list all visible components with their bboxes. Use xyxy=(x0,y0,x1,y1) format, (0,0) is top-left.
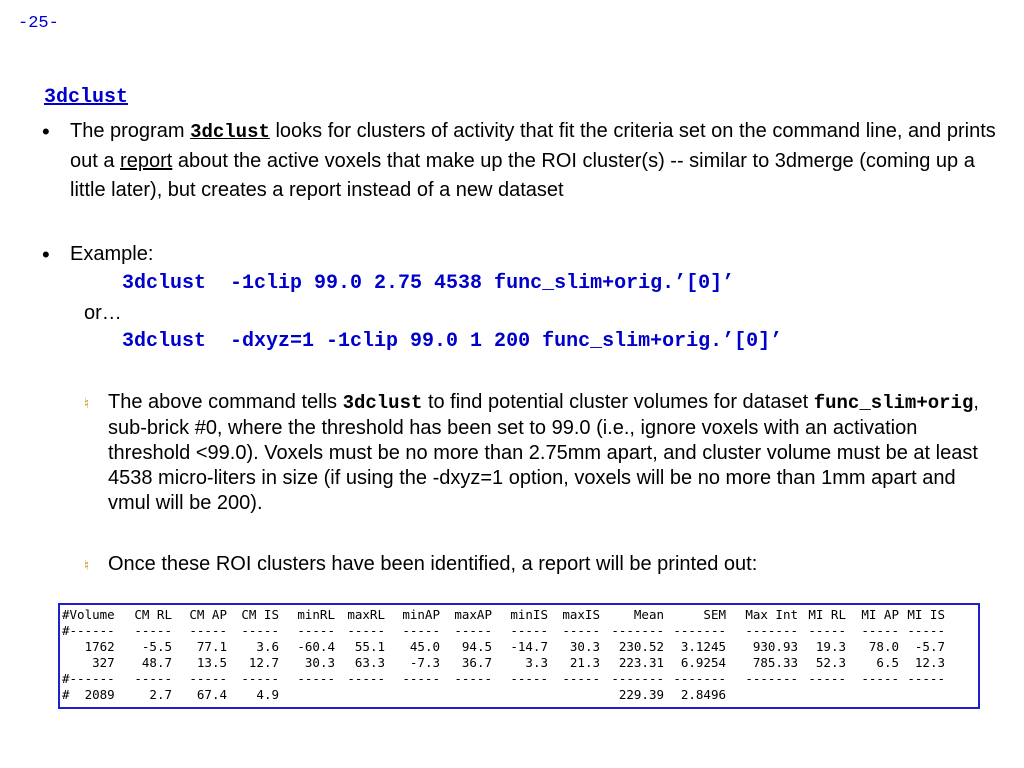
sub-bullet-explanation xyxy=(84,390,988,516)
section-title: 3dclust xyxy=(44,86,129,109)
report-cell: 1762 xyxy=(62,639,115,654)
report-cell: 230.52 xyxy=(618,639,664,654)
bullet2-label: Example: xyxy=(70,243,154,265)
sub1-text-1: The above command tells xyxy=(108,391,343,413)
sub1-text-3: , sub-brick #0, where the threshold has been set to 99.0 (i.e., ignore voxels with an activation threshold <99.0). Voxels must be no more than 2.75mm apart, and cluster volume must be at least 4538 micro-liters in size (if using the -dxyz=1 option, voxels will be no more than 1mm apart and vmul will be 200). xyxy=(108,391,979,514)
report-cell: CM RL xyxy=(134,607,172,622)
report-cell: 36.7 xyxy=(461,655,492,670)
report-cell: ----- xyxy=(454,623,492,638)
report-cell: #------ xyxy=(62,623,115,638)
report-cell: 3.6 xyxy=(256,639,279,654)
report-cell: #------ xyxy=(62,671,115,686)
sub2-text: Once these ROI clusters have been identified, a report will be printed out: xyxy=(108,553,758,575)
report-cell: 12.7 xyxy=(248,655,279,670)
report-cell: 229.39 xyxy=(618,687,664,702)
example-command-1: 3dclust -1clip 99.0 2.75 4538 func_slim+orig.’[0]’ xyxy=(122,272,735,295)
report-cell xyxy=(798,687,846,703)
report-cell: ----- xyxy=(562,623,600,638)
report-cell: MI AP xyxy=(861,607,899,622)
report-cell xyxy=(899,687,945,703)
bullet1-text-1: The program xyxy=(70,120,191,142)
report-cell: ----- xyxy=(347,623,385,638)
page-number: -25- xyxy=(18,14,59,33)
report-data-row xyxy=(62,655,945,671)
report-cell: MI IS xyxy=(907,607,945,622)
report-cell: minAP xyxy=(402,607,440,622)
report-cell: MI RL xyxy=(808,607,846,622)
report-cell: 2.7 xyxy=(149,687,172,702)
report-cell: 327 xyxy=(62,655,115,670)
sub-bullet-icon: ♮ xyxy=(84,557,90,573)
report-cell: SEM xyxy=(703,607,726,622)
report-cell: 785.33 xyxy=(752,655,798,670)
report-cell: 6.5 xyxy=(876,655,899,670)
report-cell: 77.1 xyxy=(196,639,227,654)
report-cell: ----- xyxy=(808,671,846,686)
report-cell: 55.1 xyxy=(354,639,385,654)
report-cell: 930.93 xyxy=(752,639,798,654)
report-cell: 45.0 xyxy=(409,639,440,654)
report-cell: 63.3 xyxy=(354,655,385,670)
report-cell xyxy=(548,687,600,703)
report-cell xyxy=(440,687,492,703)
report-data-row xyxy=(62,639,945,655)
report-cell: ------- xyxy=(611,623,664,638)
report-cell: minRL xyxy=(297,607,335,622)
report-cell: 52.3 xyxy=(815,655,846,670)
report-cell: 21.3 xyxy=(569,655,600,670)
report-cell: ----- xyxy=(297,671,335,686)
report-cell: ------- xyxy=(745,623,798,638)
example-command-2: 3dclust -dxyz=1 -1clip 99.0 1 200 func_slim+orig.’[0]’ xyxy=(122,330,783,353)
report-cell: ----- xyxy=(402,623,440,638)
report-total-row xyxy=(62,687,945,703)
report-separator-row xyxy=(62,623,945,639)
report-cell: ----- xyxy=(510,623,548,638)
report-cell xyxy=(492,687,548,703)
sub1-dataset: func_slim+orig xyxy=(813,392,974,414)
sub-bullet-report xyxy=(84,552,988,577)
sub-bullet-icon: ♮ xyxy=(84,395,90,411)
sub1-text-2: to find potential cluster volumes for dataset xyxy=(422,391,814,413)
report-cell: 2.8496 xyxy=(680,687,726,702)
report-cell: 67.4 xyxy=(196,687,227,702)
report-cell: -5.5 xyxy=(141,639,172,654)
bullet1-command: 3dclust xyxy=(190,121,270,143)
report-cell: maxRL xyxy=(347,607,385,622)
report-separator-row xyxy=(62,671,945,687)
report-cell: -5.7 xyxy=(914,639,945,654)
report-output-box xyxy=(58,603,980,709)
report-cell xyxy=(335,687,385,703)
report-cell: maxAP xyxy=(454,607,492,622)
bullet-dot-icon: • xyxy=(42,119,50,144)
report-cell: ----- xyxy=(189,623,227,638)
report-cell: ----- xyxy=(510,671,548,686)
report-cell: 6.9254 xyxy=(680,655,726,670)
report-cell: 19.3 xyxy=(815,639,846,654)
report-cell: ----- xyxy=(297,623,335,638)
report-cell: 94.5 xyxy=(461,639,492,654)
report-cell: ----- xyxy=(454,671,492,686)
report-cell: 3.3 xyxy=(525,655,548,670)
report-cell: # 2089 xyxy=(62,687,115,702)
bullet-program-description xyxy=(42,117,1000,205)
report-cell: 223.31 xyxy=(618,655,664,670)
report-cell: 13.5 xyxy=(196,655,227,670)
report-cell: minIS xyxy=(510,607,548,622)
report-cell xyxy=(279,687,335,703)
report-cell: -7.3 xyxy=(409,655,440,670)
report-cell: Max Int xyxy=(745,607,798,622)
report-cell: maxIS xyxy=(562,607,600,622)
report-cell: 30.3 xyxy=(304,655,335,670)
report-cell: ----- xyxy=(241,671,279,686)
report-cell: 78.0 xyxy=(868,639,899,654)
example-or: or… xyxy=(84,302,122,324)
report-table xyxy=(62,607,945,703)
report-cell: ------- xyxy=(611,671,664,686)
report-cell: -14.7 xyxy=(510,639,548,654)
report-cell: ----- xyxy=(861,671,899,686)
bullet-example xyxy=(42,240,1000,269)
report-cell: ----- xyxy=(907,623,945,638)
bullet-dot-icon: • xyxy=(42,242,50,267)
report-cell: 12.3 xyxy=(914,655,945,670)
sub1-command: 3dclust xyxy=(342,392,423,414)
report-cell: ----- xyxy=(808,623,846,638)
report-cell: ------- xyxy=(745,671,798,686)
report-cell: ----- xyxy=(562,671,600,686)
report-cell: ----- xyxy=(134,671,172,686)
report-header-row xyxy=(62,607,945,623)
report-cell: #Volume xyxy=(62,607,115,622)
report-cell: 30.3 xyxy=(569,639,600,654)
report-cell: CM IS xyxy=(241,607,279,622)
report-cell: CM AP xyxy=(189,607,227,622)
report-cell: ------- xyxy=(673,623,726,638)
report-cell xyxy=(726,687,798,703)
report-cell: 48.7 xyxy=(141,655,172,670)
report-cell: ----- xyxy=(347,671,385,686)
report-cell: ----- xyxy=(907,671,945,686)
bullet1-report-word: report xyxy=(120,150,173,172)
report-cell: ----- xyxy=(861,623,899,638)
bullet1-text-2: looks for clusters of activity that fit the criteria set on the command line, and prints out a xyxy=(70,120,996,172)
report-cell: -60.4 xyxy=(297,639,335,654)
report-cell: 3.1245 xyxy=(680,639,726,654)
bullet1-text-3: about the active voxels that make up the ROI cluster(s) -- similar to 3dmerge (coming up a little later), but creates a report instead of a new dataset xyxy=(70,150,975,201)
report-cell: ----- xyxy=(189,671,227,686)
report-cell: ----- xyxy=(241,623,279,638)
report-cell xyxy=(846,687,899,703)
report-cell xyxy=(385,687,440,703)
report-cell: ------- xyxy=(673,671,726,686)
report-cell: 4.9 xyxy=(256,687,279,702)
report-cell: ----- xyxy=(134,623,172,638)
report-cell: Mean xyxy=(633,607,664,622)
report-cell: ----- xyxy=(402,671,440,686)
